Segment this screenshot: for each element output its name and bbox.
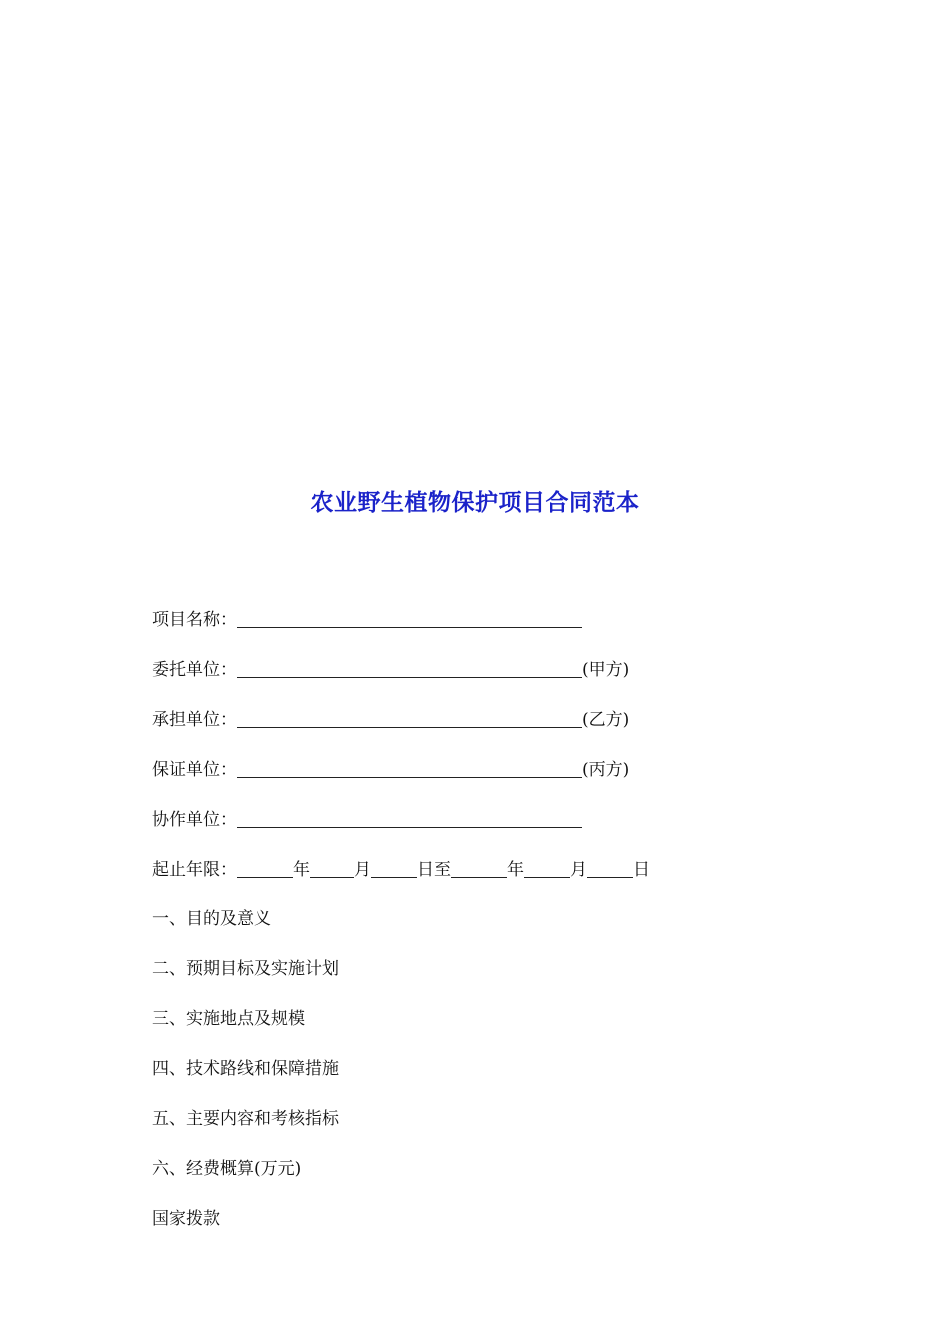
project-name-row — [152, 607, 582, 633]
start-month-blank — [310, 860, 354, 878]
commissioner-label: 委托单位： — [152, 660, 237, 680]
undertaker-label: 承担单位： — [152, 710, 237, 730]
end-month-blank — [524, 860, 570, 878]
collaborator-label: 协作单位： — [152, 810, 237, 830]
period-day-to: 日至 — [417, 860, 451, 880]
start-year-blank — [237, 860, 293, 878]
end-day-blank — [587, 860, 633, 878]
section-heading: 一、目的及意义 — [152, 909, 271, 929]
period-month1: 月 — [354, 860, 371, 880]
commissioner-row — [152, 657, 629, 683]
undertaker-blank — [237, 710, 582, 728]
period-label: 起止年限： — [152, 860, 237, 880]
collaborator-blank — [237, 810, 582, 828]
section-subheading: 国家拨款 — [152, 1209, 220, 1229]
guarantor-blank — [237, 760, 582, 778]
collaborator-row — [152, 807, 582, 833]
period-year2: 年 — [507, 860, 524, 880]
period-row — [152, 857, 650, 883]
end-year-blank — [451, 860, 507, 878]
commissioner-blank — [237, 660, 582, 678]
section-heading: 二、预期目标及实施计划 — [152, 959, 339, 979]
start-day-blank — [371, 860, 417, 878]
project-name-label: 项目名称： — [152, 610, 237, 630]
guarantor-suffix: (丙方) — [582, 760, 630, 780]
undertaker-row — [152, 707, 629, 733]
undertaker-suffix: (乙方) — [582, 710, 630, 730]
section-heading: 六、经费概算(万元) — [152, 1159, 302, 1179]
guarantor-label: 保证单位： — [152, 760, 237, 780]
period-day2: 日 — [633, 860, 650, 880]
section-heading: 四、技术路线和保障措施 — [152, 1059, 339, 1079]
document-title: 农业野生植物保护项目合同范本 — [310, 489, 640, 516]
project-name-blank — [237, 610, 582, 628]
period-month2: 月 — [570, 860, 587, 880]
period-year1: 年 — [293, 860, 310, 880]
section-heading: 五、主要内容和考核指标 — [152, 1109, 339, 1129]
section-heading: 三、实施地点及规模 — [152, 1009, 305, 1029]
guarantor-row — [152, 757, 629, 783]
commissioner-suffix: (甲方) — [582, 660, 630, 680]
